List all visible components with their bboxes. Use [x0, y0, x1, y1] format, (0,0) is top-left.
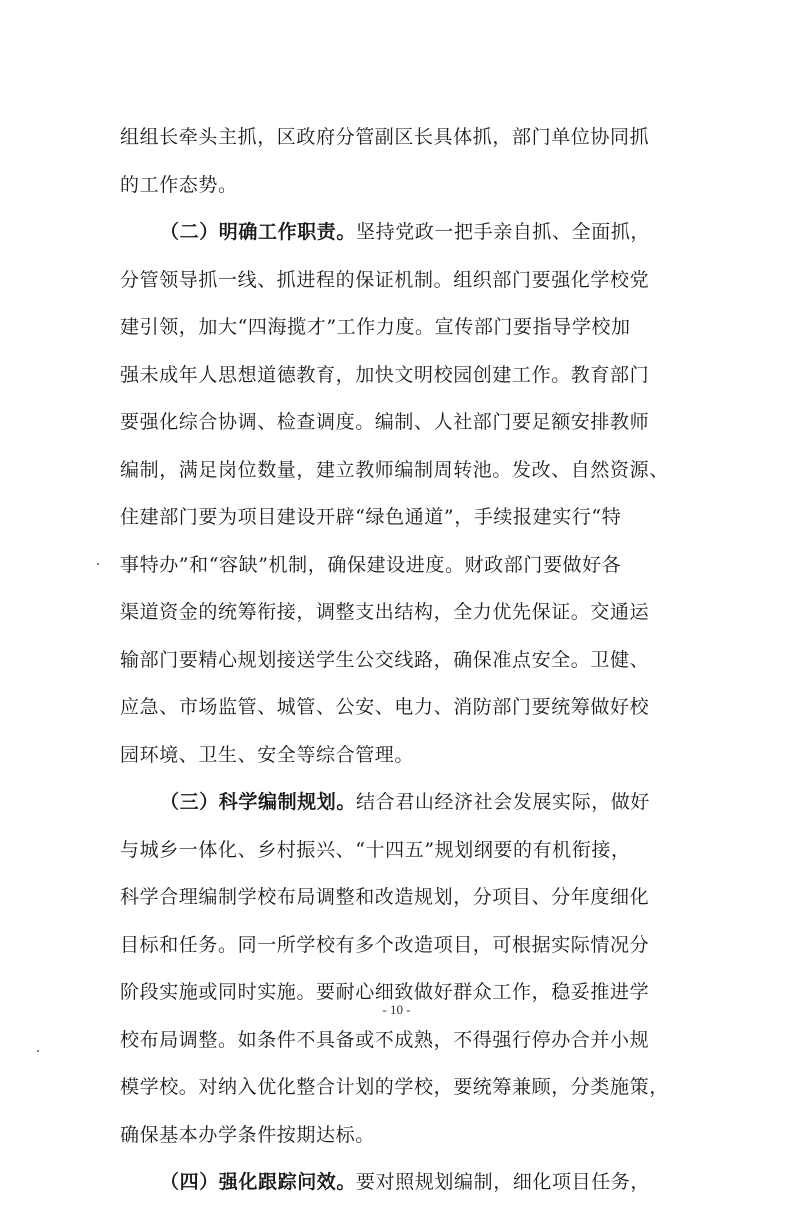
text-line: 应急、市场监管、城管、公安、电力、消防部门要统筹做好校	[120, 696, 650, 718]
text-line: 要强化综合协调、检查调度。编制、人社部门要足额安排教师	[120, 411, 650, 433]
text-line: 建引领，加大“四海揽才”工作力度。宣传部门要指导学校加	[120, 316, 631, 338]
text-line: 与城乡一体化、乡村振兴、“十四五”规划纲要的有机衔接，	[120, 838, 631, 861]
text-line: 组组长牵头主抓，区政府分管副区长具体抓，部门单位协同抓	[120, 126, 650, 148]
page-number: - 10 -	[382, 1002, 411, 1017]
text-span: 要对照规划编制，细化项目任务，	[356, 1171, 651, 1193]
text-line: 分管领导抓一线、抓进程的保证机制。组织部门要强化学校党	[120, 268, 650, 291]
text-line: 编制，满足岗位数量，建立教师编制周转池。发改、自然资源、	[120, 458, 669, 481]
text-line: 渠道资金的统筹衔接，调整支出结构，全力优先保证。交通运	[120, 601, 650, 623]
text-line: 模学校。对纳入优化整合计划的学校，要统筹兼顾，分类施策，	[120, 1076, 669, 1098]
paragraph-first-line	[120, 209, 680, 257]
section-heading: （四）强化跟踪问效。	[160, 1171, 357, 1193]
text-line: 住建部门要为项目建设开辟“绿色通道”，手续报建实行“特	[120, 506, 622, 528]
text-line: 校布局调整。如条件不具备或不成熟，不得强行停办合并小规	[120, 1028, 650, 1051]
text-span: 坚持党政一把手亲自抓、全面抓，	[356, 221, 651, 243]
document-body	[120, 114, 680, 1207]
scan-speck	[97, 563, 99, 565]
text-line: 园环境、卫生、安全等综合管理。	[120, 743, 415, 766]
text-line: 的工作态势。	[120, 173, 238, 196]
paragraph-first-line	[120, 1159, 680, 1207]
text-line: 事特办”和“容缺”机制，确保建设进度。财政部门要做好各	[120, 553, 622, 576]
section-heading: （二）明确工作职责。	[160, 221, 357, 243]
text-line: 强未成年人思想道德教育，加快文明校园创建工作。教育部门	[120, 363, 650, 386]
text-line: 阶段实施或同时实施。要耐心细致做好群众工作，稳妥推进学	[120, 981, 650, 1003]
text-line: 确保基本办学条件按期达标。	[120, 1123, 375, 1146]
section-heading: （三）科学编制规划。	[160, 791, 357, 813]
text-line: 目标和任务。同一所学校有多个改造项目，可根据实际情况分	[120, 933, 650, 956]
scan-speck	[37, 1050, 39, 1052]
text-line: 科学合理编制学校布局调整和改造规划，分项目、分年度细化	[120, 886, 650, 908]
text-line: 输部门要精心规划接送学生公交线路，确保准点安全。卫健、	[120, 648, 650, 671]
text-span: 结合君山经济社会发展实际，做好	[356, 791, 651, 813]
paragraph-first-line	[120, 779, 680, 827]
